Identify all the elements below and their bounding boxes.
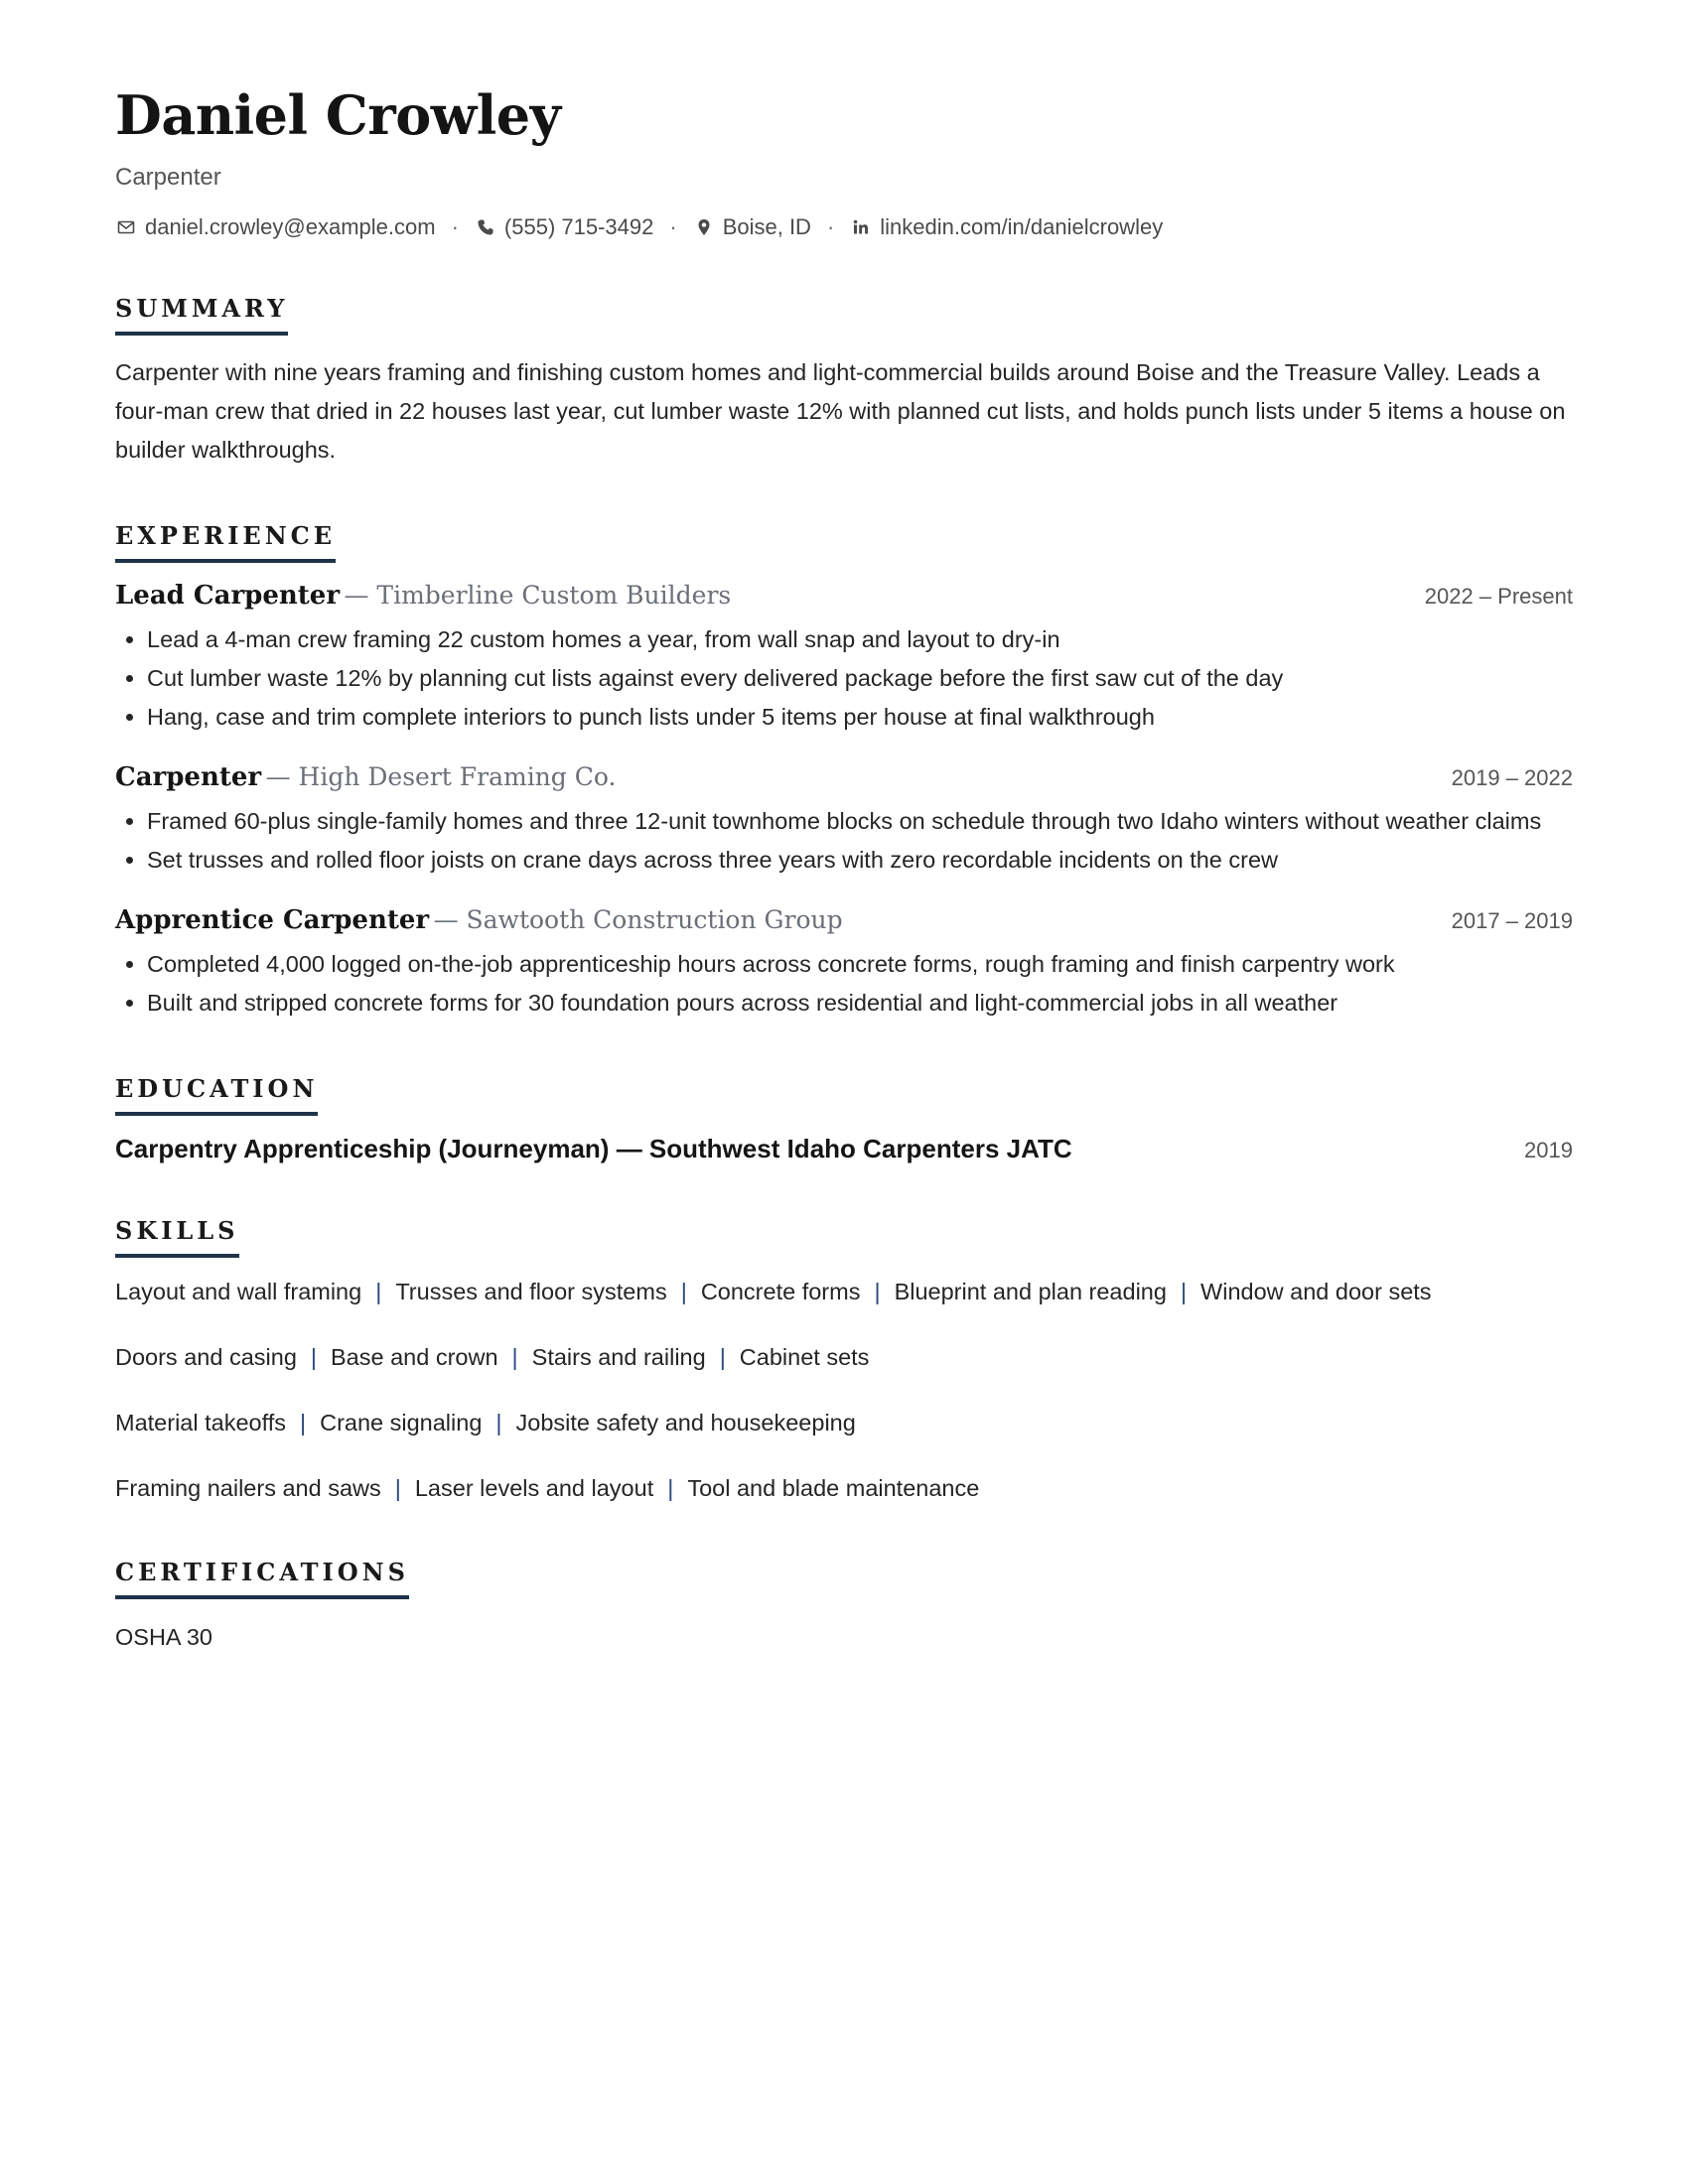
section-title-skills: SKILLS — [115, 1216, 239, 1258]
skill-item: Blueprint and plan reading — [894, 1279, 1167, 1304]
section-title-education: EDUCATION — [115, 1074, 318, 1116]
skill-separator: | — [394, 1475, 401, 1501]
contact-location — [693, 212, 811, 242]
job-title: Lead Carpenter — [115, 581, 341, 611]
skills-list — [115, 1274, 1573, 1506]
education-title: Carpentry Apprenticeship (Journeyman) — Southwest Idaho Carpenters JATC — [115, 1134, 1072, 1163]
job-bullet: • Hang, case and trim complete interiors to punch lists under 5 items per house at final walkthrough — [147, 698, 1573, 737]
contact-phone-text: (555) 715-3492 — [503, 214, 654, 239]
skill-item: Framing nailers and saws — [115, 1475, 381, 1501]
skill-separator: | — [375, 1279, 382, 1304]
job-entry — [115, 905, 1573, 1023]
job-title: Apprentice Carpenter — [115, 905, 430, 935]
job-heading — [115, 905, 843, 935]
skill-item: Stairs and railing — [531, 1344, 706, 1370]
job-bullets — [115, 620, 1573, 737]
skill-separator: | — [511, 1344, 518, 1370]
skill-item: Cabinet sets — [739, 1344, 870, 1370]
skill-item: Trusses and floor systems — [395, 1279, 667, 1304]
contact-linkedin-text: linkedin.com/in/danielcrowley — [880, 214, 1164, 239]
certifications-section — [115, 1558, 1573, 1655]
skill-line — [115, 1339, 1573, 1375]
section-title-summary: SUMMARY — [115, 294, 288, 336]
contact-email-text: daniel.crowley@example.com — [145, 214, 436, 239]
contact-separator: · — [826, 214, 835, 239]
contact-bar — [115, 212, 1573, 242]
skill-item: Concrete forms — [700, 1279, 861, 1304]
skill-separator: | — [310, 1344, 317, 1370]
contact-email[interactable] — [115, 212, 436, 242]
skill-separator: | — [874, 1279, 881, 1304]
job-title: Carpenter — [115, 762, 262, 792]
candidate-role: Carpenter — [115, 164, 221, 191]
skill-item: Material takeoffs — [115, 1410, 286, 1435]
skill-separator: | — [299, 1410, 307, 1435]
education-section — [115, 1074, 1573, 1164]
candidate-name: Daniel Crowley — [115, 83, 561, 147]
map-pin-icon — [693, 216, 715, 238]
job-dates: 2022 – Present — [1424, 584, 1573, 609]
skill-separator: | — [719, 1344, 726, 1370]
job-dates: 2019 – 2022 — [1451, 765, 1573, 790]
job-bullet: • Framed 60-plus single-family homes and three 12-unit townhome blocks on schedule through two Idaho winters without weather claims — [147, 802, 1573, 841]
summary-section — [115, 294, 1573, 470]
skills-section — [115, 1216, 1573, 1506]
skill-item: Layout and wall framing — [115, 1279, 362, 1304]
job-dates: 2017 – 2019 — [1451, 908, 1573, 933]
contact-separator: · — [669, 214, 677, 239]
job-bullets — [115, 802, 1573, 880]
education-entry — [115, 1134, 1573, 1164]
contact-location-text: Boise, ID — [722, 214, 811, 239]
job-heading — [115, 581, 731, 611]
job-company: — High Desert Framing Co. — [265, 762, 617, 791]
education-year: 2019 — [1524, 1138, 1573, 1162]
job-header — [115, 581, 1573, 611]
job-header — [115, 762, 1573, 792]
skill-line — [115, 1274, 1573, 1309]
job-entry — [115, 762, 1573, 880]
job-bullet: • Set trusses and rolled floor joists on crane days across three years with zero recordable incidents on the crew — [147, 841, 1573, 880]
job-bullet: • Completed 4,000 logged on-the-job apprenticeship hours across concrete forms, rough framing and finish carpentry work — [147, 945, 1573, 984]
job-bullet: • Built and stripped concrete forms for 30 foundation pours across residential and light-commercial jobs in all weather — [147, 984, 1573, 1023]
linkedin-icon — [850, 216, 872, 238]
skill-separator: | — [1180, 1279, 1188, 1304]
job-company: — Sawtooth Construction Group — [433, 905, 843, 934]
skill-line — [115, 1470, 1573, 1506]
mail-icon — [115, 216, 137, 238]
summary-text: Carpenter with nine years framing and finishing custom homes and light-commercial builds around Boise and the Treasure Valley. Leads a four-man crew that dried in 22 houses last year, cut lumber waste 12% with planned cut lists, and holds punch lists under 5 items a house on builder walkthroughs. — [115, 359, 1566, 463]
experience-section — [115, 521, 1573, 1023]
skill-separator: | — [495, 1410, 502, 1435]
skill-separator: | — [680, 1279, 687, 1304]
job-header — [115, 905, 1573, 935]
contact-phone[interactable] — [475, 212, 653, 242]
skill-item: Crane signaling — [320, 1410, 483, 1435]
job-bullet: • Lead a 4-man crew framing 22 custom homes a year, from wall snap and layout to dry-in — [147, 620, 1573, 659]
skill-separator: | — [667, 1475, 674, 1501]
skill-item: Base and crown — [331, 1344, 498, 1370]
skill-item: Window and door sets — [1200, 1279, 1432, 1304]
skill-item: Laser levels and layout — [414, 1475, 654, 1501]
section-title-experience: EXPERIENCE — [115, 521, 336, 563]
contact-linkedin[interactable] — [850, 212, 1163, 242]
job-bullets — [115, 945, 1573, 1023]
job-heading — [115, 762, 616, 792]
certification-item: OSHA 30 — [115, 1624, 212, 1650]
section-title-certifications: CERTIFICATIONS — [115, 1558, 409, 1599]
job-entry — [115, 581, 1573, 737]
skill-item: Tool and blade maintenance — [687, 1475, 980, 1501]
skill-item: Doors and casing — [115, 1344, 297, 1370]
job-bullet: • Cut lumber waste 12% by planning cut lists against every delivered package before the first saw cut of the day — [147, 659, 1573, 698]
phone-icon — [475, 216, 496, 238]
contact-separator: · — [451, 214, 459, 239]
job-company: — Timberline Custom Builders — [344, 581, 732, 610]
skill-line — [115, 1405, 1573, 1440]
skill-item: Jobsite safety and housekeeping — [515, 1410, 856, 1435]
